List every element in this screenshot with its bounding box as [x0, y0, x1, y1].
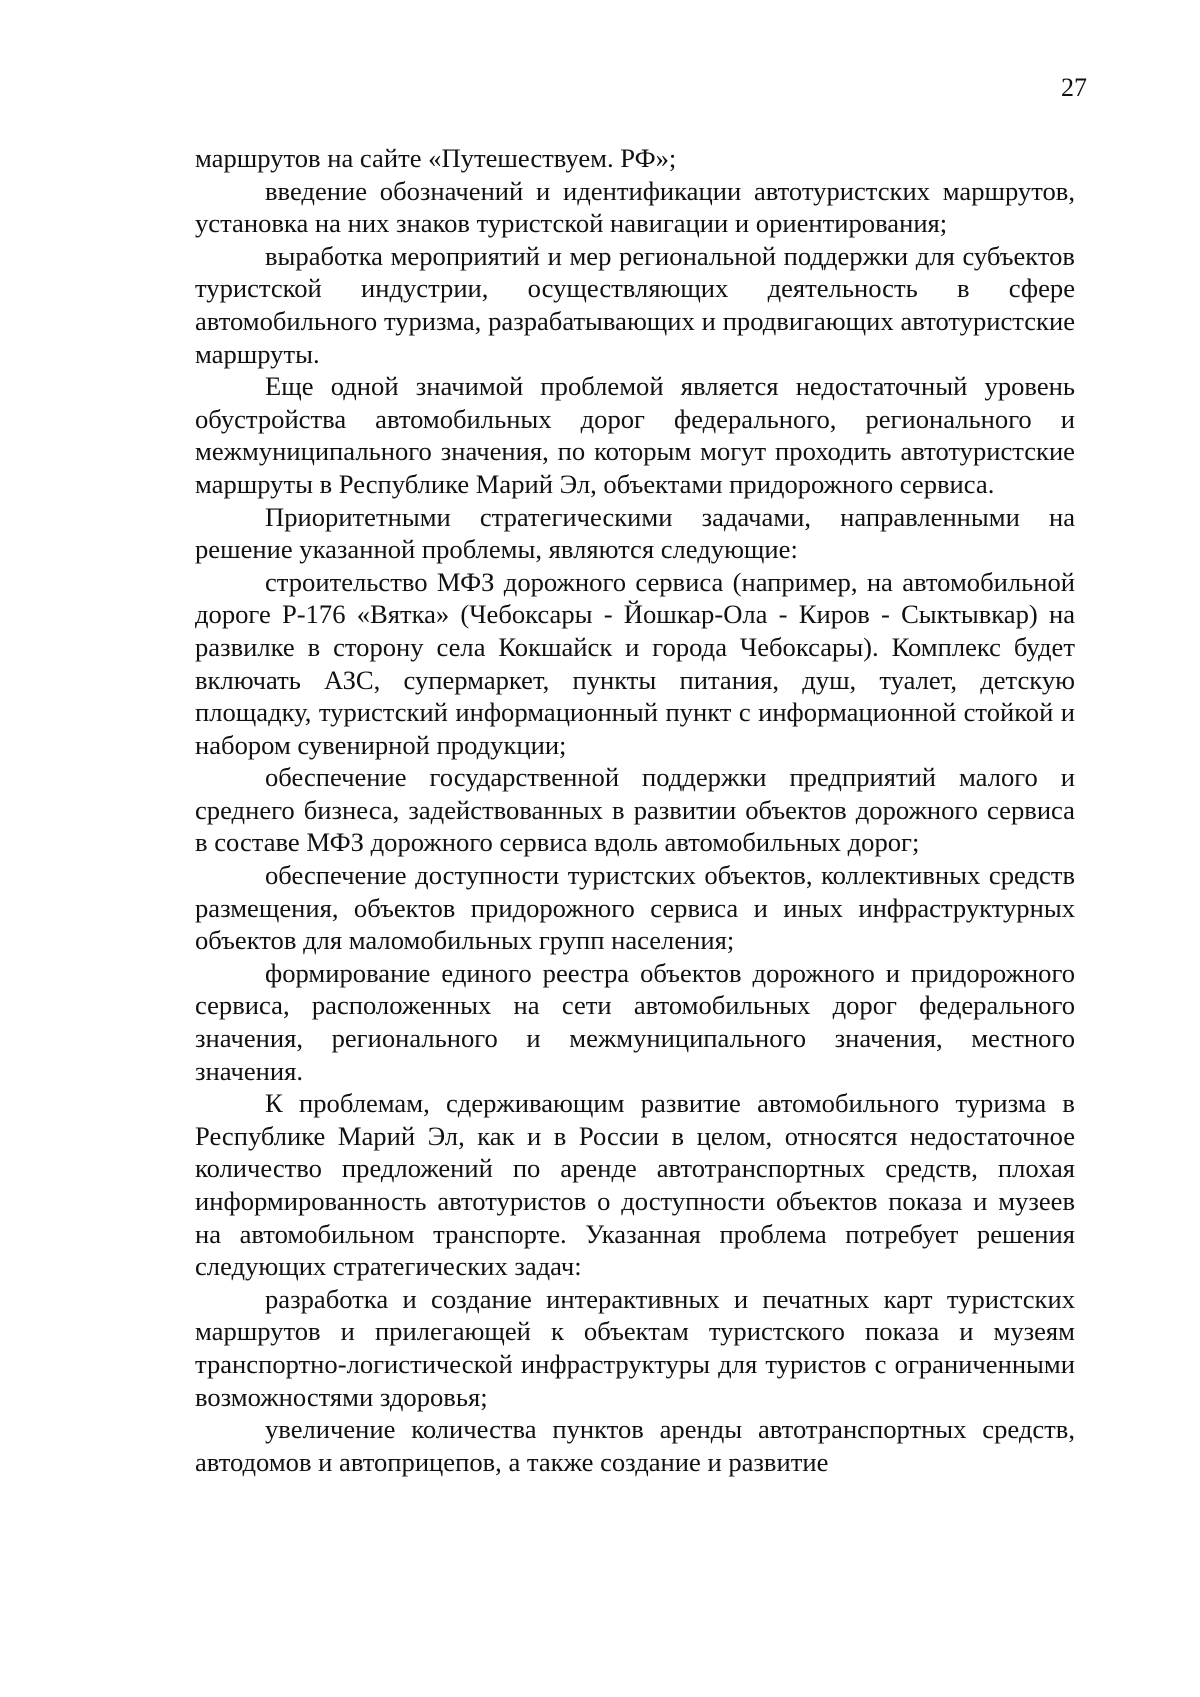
paragraph-rental-points: увеличение количества пунктов аренды автотранспортных средств, автодомов и автоприцепов, а также создание и развитие [195, 1414, 1075, 1477]
paragraph-route-marking: введение обозначений и идентификации автотуристских маршрутов, установка на них знаков туристской навигации и ориентирования; [195, 175, 1075, 239]
paragraph-rental-problem: К проблемам, сдерживающим развитие автомобильного туризма в Республике Марий Эл, как и в России в целом, относятся недостаточное количество предложений по аренде автотранспортных средств, плохая информированность автотуристов о доступности объектов показа и музеев на автомобильном транспорте. Указанная проблема потребует решения следующих стратегических задач: [195, 1088, 1075, 1282]
paragraph-accessibility: обеспечение доступности туристских объектов, коллективных средств размещения, объектов придорожного сервиса и иных инфраструктурных объектов для маломобильных групп населения; [195, 860, 1075, 956]
page-number: 27 [1061, 73, 1087, 102]
paragraph-service-complex: строительство МФЗ дорожного сервиса (например, на автомобильной дороге Р-176 «Вятка» (Чебоксары - Йошкар-Ола - Киров - Сыктывкар) на развилке в сторону села Кокшайск и города Чебоксары). Комплекс будет включать АЗС, супермаркет, пункты питания, душ, туалет, детскую площадку, туристский информационный пункт с информационной стойкой и набором сувенирной продукции; [195, 566, 1075, 760]
paragraph-maps: разработка и создание интерактивных и печатных карт туристских маршрутов и прилегающей к объектам туристского показа и музеям транспортно-логистической инфраструктуры для туристов с ограниченными возможностями здоровья; [195, 1283, 1075, 1412]
document-body [195, 142, 1075, 1478]
paragraph-continuation: маршрутов на сайте «Путешествуем. РФ»; [195, 143, 677, 173]
paragraph-road-infrastructure-problem: Еще одной значимой проблемой является недостаточный уровень обустройства автомобильных дорог федерального, регионального и межмуниципального значения, по которым могут проходить автотуристские маршруты в Республике Марий Эл, объектами придорожного сервиса. [195, 371, 1075, 499]
paragraph-registry: формирование единого реестра объектов дорожного и придорожного сервиса, расположенных на сети автомобильных дорог федерального значения, регионального и межмуниципального значения, местного значения. [195, 957, 1075, 1086]
paragraph-regional-support: выработка мероприятий и мер региональной поддержки для субъектов туристской индустрии, осуществляющих деятельность в сфере автомобильного туризма, разрабатывающих и продвигающих автотуристские маршруты. [195, 240, 1075, 369]
paragraph-business-support: обеспечение государственной поддержки предприятий малого и среднего бизнеса, задействованных в развитии объектов дорожного сервиса в составе МФЗ дорожного сервиса вдоль автомобильных дорог; [195, 762, 1075, 858]
paragraph-priority-tasks: Приоритетными стратегическими задачами, направленными на решение указанной проблемы, являются следующие: [195, 501, 1075, 565]
